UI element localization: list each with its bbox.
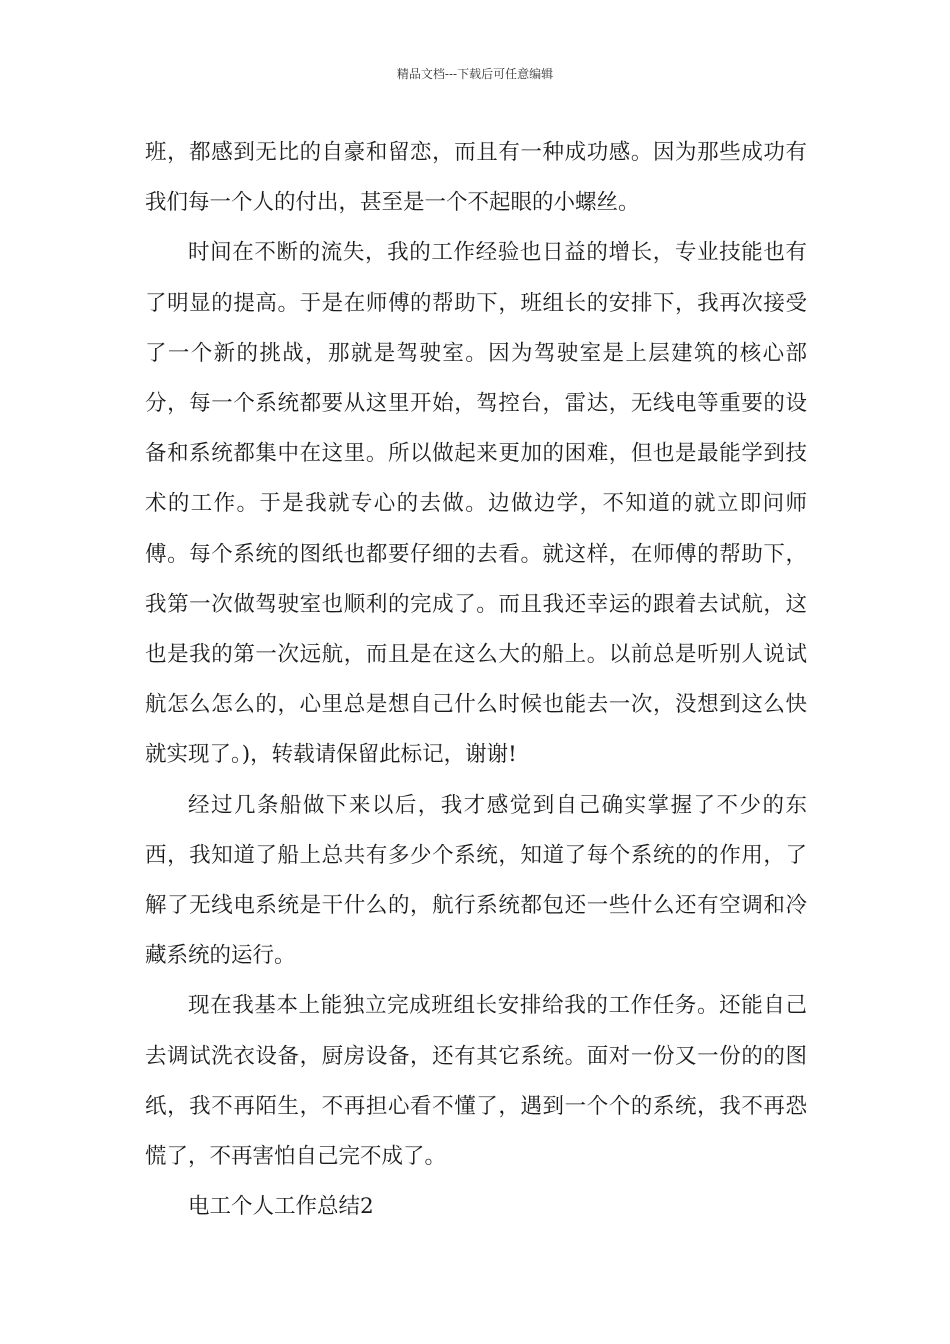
section-heading: 电工个人工作总结2: [188, 1194, 374, 1220]
paragraph: 经过几条船做下来以后，我才感觉到自己确实掌握了不少的东西，我知道了船上总共有多少个系统，知道了每个系统的的作用，了解了无线电系统是干什么的，航行系统都包还一些什么还有空调和冷藏系统的运行。: [145, 792, 807, 969]
page-header: 精品文档---下载后可任意编辑: [396, 67, 554, 81]
document-body: [145, 128, 807, 1232]
paragraph: 时间在不断的流失，我的工作经验也日益的增长，专业技能也有了明显的提高。于是在师傅的帮助下，班组长的安排下，我再次接受了一个新的挑战，那就是驾驶室。因为驾驶室是上层建筑的核心部分，每一个系统都要从这里开始，驾控台，雷达，无线电等重要的设备和系统都集中在这里。所以做起来更加的困难，但也是最能学到技术的工作。于是我就专心的去做。边做边学，不知道的就立即问师傅。每个系统的图纸也都要仔细的去看。就这样，在师傅的帮助下，我第一次做驾驶室也顺利的完成了。而且我还幸运的跟着去试航，这也是我的第一次远航，而且是在这么大的船上。以前总是听别人说试航怎么怎么的，心里总是想自己什么时候也能去一次，没想到这么快就实现了。)，转载请保留此标记，谢谢!: [145, 240, 807, 768]
paragraph: 现在我基本上能独立完成班组长安排给我的工作任务。还能自己去调试洗衣设备，厨房设备，还有其它系统。面对一份又一份的的图纸，我不再陌生，不再担心看不懂了，遇到一个个的系统，我不再恐慌了，不再害怕自己完不成了。: [145, 993, 807, 1170]
paragraph-continuation: 班，都感到无比的自豪和留恋，而且有一种成功感。因为那些成功有我们每一个人的付出，甚至是一个不起眼的小螺丝。: [145, 140, 807, 216]
